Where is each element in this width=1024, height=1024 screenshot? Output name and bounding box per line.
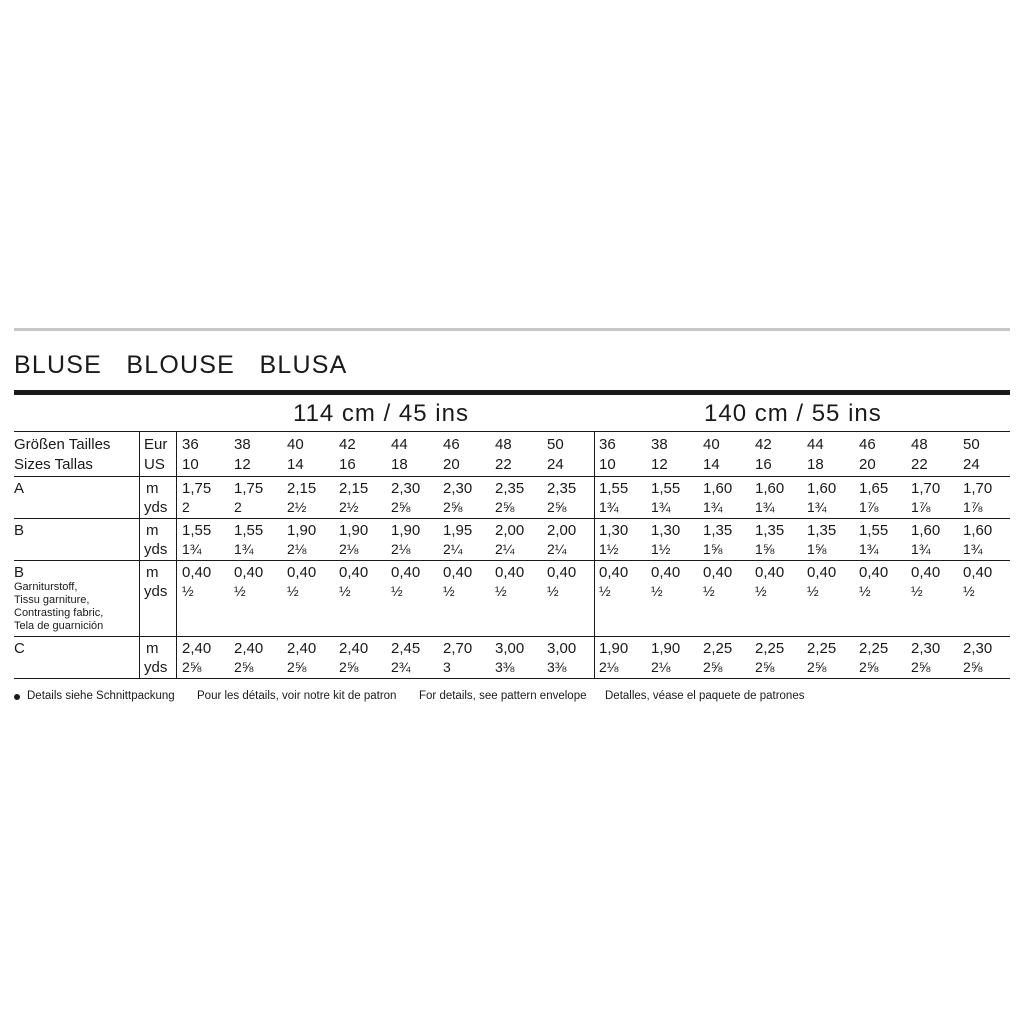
eur-size: 44 (391, 436, 408, 453)
meters-value: 0,40 (859, 564, 889, 581)
eur-size: 40 (703, 436, 720, 453)
view-label: A (14, 480, 25, 497)
meters-value: 1,90 (391, 522, 421, 539)
yards-value: 2⅝ (495, 499, 515, 515)
yards-value: 1¾ (234, 541, 254, 557)
yards-value: 2¼ (547, 541, 567, 557)
table-column-rule (139, 431, 140, 678)
yards-value: 2⅝ (547, 499, 567, 515)
meters-value: 1,75 (234, 480, 264, 497)
eur-size: 46 (443, 436, 460, 453)
page-title: BLUSE BLOUSE BLUSA (14, 351, 348, 379)
meters-value: 0,40 (911, 564, 941, 581)
meters-value: 1,75 (182, 480, 212, 497)
us-size: 22 (495, 456, 512, 473)
meters-value: 1,60 (755, 480, 785, 497)
yards-value: 2⅝ (443, 499, 463, 515)
meters-value: 1,60 (963, 522, 993, 539)
meters-value: 1,90 (651, 640, 681, 657)
yards-value: ½ (755, 583, 767, 599)
table-row-rule (14, 431, 1010, 432)
meters-value: 0,40 (807, 564, 837, 581)
meters-value: 2,25 (703, 640, 733, 657)
meters-value: 2,40 (234, 640, 264, 657)
yards-value: ½ (495, 583, 507, 599)
meters-value: 1,90 (599, 640, 629, 657)
unit-m: m (146, 640, 159, 657)
unit-m: m (146, 480, 159, 497)
meters-value: 1,55 (651, 480, 681, 497)
yards-value: ½ (859, 583, 871, 599)
us-size: 14 (287, 456, 304, 473)
yards-value: 2⅛ (391, 541, 411, 557)
us-size: 20 (859, 456, 876, 473)
unit-yds: yds (144, 499, 168, 516)
us-size: 10 (599, 456, 616, 473)
table-column-rule (594, 431, 595, 678)
eur-size: 42 (755, 436, 772, 453)
eur-size: 50 (547, 436, 564, 453)
us-size: 24 (547, 456, 564, 473)
yards-value: 2¼ (495, 541, 515, 557)
meters-value: 0,40 (963, 564, 993, 581)
meters-value: 1,60 (911, 522, 941, 539)
view-note: Garniturstoff, (14, 581, 78, 593)
meters-value: 2,25 (755, 640, 785, 657)
yards-value: 2⅝ (287, 659, 307, 675)
yards-value: ½ (443, 583, 455, 599)
yards-value: ½ (807, 583, 819, 599)
yards-value: 3⅜ (547, 659, 567, 675)
yards-value: ½ (234, 583, 246, 599)
us-size: 24 (963, 456, 980, 473)
meters-value: 0,40 (339, 564, 369, 581)
yards-value: 1½ (651, 541, 671, 557)
table-row-rule (14, 518, 1010, 519)
yards-value: ½ (287, 583, 299, 599)
view-label: C (14, 640, 25, 657)
yards-value: 2⅝ (234, 659, 254, 675)
yards-value: 2⅝ (703, 659, 723, 675)
yards-value: 3 (443, 659, 451, 675)
yards-value: 1½ (599, 541, 619, 557)
meters-value: 2,40 (182, 640, 212, 657)
yards-value: 1¾ (755, 499, 775, 515)
meters-value: 1,55 (859, 522, 889, 539)
yards-value: 2⅝ (911, 659, 931, 675)
yards-value: 2⅛ (599, 659, 619, 675)
us-size: 20 (443, 456, 460, 473)
us-size: 16 (755, 456, 772, 473)
meters-value: 2,70 (443, 640, 473, 657)
view-note: Tissu garniture, (14, 594, 90, 606)
meters-value: 1,30 (599, 522, 629, 539)
meters-value: 1,60 (807, 480, 837, 497)
unit-m: m (146, 564, 159, 581)
meters-value: 0,40 (234, 564, 264, 581)
meters-value: 0,40 (703, 564, 733, 581)
meters-value: 1,65 (859, 480, 889, 497)
meters-value: 0,40 (755, 564, 785, 581)
meters-value: 2,25 (859, 640, 889, 657)
view-note: Tela de guarnición (14, 620, 104, 632)
meters-value: 2,30 (911, 640, 941, 657)
meters-value: 1,55 (182, 522, 212, 539)
yards-value: 2⅛ (339, 541, 359, 557)
yards-value: 1¾ (651, 499, 671, 515)
view-label: B (14, 564, 25, 581)
eur-size: 48 (911, 436, 928, 453)
yards-value: ½ (391, 583, 403, 599)
eur-size: 38 (651, 436, 668, 453)
unit-yds: yds (144, 541, 168, 558)
eur-size: 48 (495, 436, 512, 453)
meters-value: 2,35 (495, 480, 525, 497)
unit-yds: yds (144, 659, 168, 676)
eur-size: 50 (963, 436, 980, 453)
us-size: 14 (703, 456, 720, 473)
us-size: 18 (807, 456, 824, 473)
view-note: Contrasting fabric, (14, 607, 104, 619)
meters-value: 1,70 (963, 480, 993, 497)
meters-value: 0,40 (287, 564, 317, 581)
table-row-rule (14, 560, 1010, 561)
meters-value: 0,40 (391, 564, 421, 581)
yards-value: 1⅞ (963, 499, 983, 515)
yards-value: 2 (234, 499, 242, 515)
meters-value: 2,30 (443, 480, 473, 497)
yards-value: 1⅞ (911, 499, 931, 515)
yards-value: 1⅝ (755, 541, 775, 557)
yards-value: 2⅛ (287, 541, 307, 557)
yards-value: 1⅞ (859, 499, 879, 515)
yards-value: 2¾ (391, 659, 411, 675)
yards-value: 2½ (287, 499, 307, 515)
bullet-icon (14, 694, 20, 700)
meters-value: 0,40 (651, 564, 681, 581)
yards-value: ½ (963, 583, 975, 599)
yards-value: 2 (182, 499, 190, 515)
yards-value: ½ (547, 583, 559, 599)
yards-value: 1¾ (911, 541, 931, 557)
yards-value: ½ (651, 583, 663, 599)
yards-value: 1¾ (859, 541, 879, 557)
meters-value: 0,40 (547, 564, 577, 581)
table-row-rule (14, 476, 1010, 477)
footer-note-de: Details siehe Schnittpackung (27, 690, 175, 702)
footer-note-fr: Pour les détails, voir notre kit de patron (197, 690, 397, 702)
table-column-rule (176, 431, 177, 678)
us-size: 12 (234, 456, 251, 473)
unit-m: m (146, 522, 159, 539)
yards-value: ½ (703, 583, 715, 599)
yards-value: 1¾ (807, 499, 827, 515)
title-rule (14, 390, 1010, 395)
fabric-width-140: 140 cm / 55 ins (704, 400, 882, 427)
eur-size: 44 (807, 436, 824, 453)
meters-value: 0,40 (182, 564, 212, 581)
meters-value: 0,40 (599, 564, 629, 581)
us-label: US (144, 456, 165, 473)
yards-value: 2⅝ (391, 499, 411, 515)
yards-value: 1¾ (599, 499, 619, 515)
yards-value: 1¾ (963, 541, 983, 557)
meters-value: 1,55 (599, 480, 629, 497)
meters-value: 0,40 (443, 564, 473, 581)
meters-value: 2,15 (339, 480, 369, 497)
us-size: 10 (182, 456, 199, 473)
footer-note-en: For details, see pattern envelope (419, 690, 587, 702)
us-size: 18 (391, 456, 408, 473)
eur-label: Eur (144, 436, 168, 453)
meters-value: 2,00 (495, 522, 525, 539)
yards-value: 2⅝ (859, 659, 879, 675)
unit-yds: yds (144, 583, 168, 600)
meters-value: 2,40 (339, 640, 369, 657)
size-label-line2: Sizes Tallas (14, 456, 93, 473)
meters-value: 3,00 (495, 640, 525, 657)
eur-size: 36 (182, 436, 199, 453)
meters-value: 2,35 (547, 480, 577, 497)
meters-value: 1,70 (911, 480, 941, 497)
yards-value: ½ (599, 583, 611, 599)
yards-value: 2¼ (443, 541, 463, 557)
meters-value: 2,30 (391, 480, 421, 497)
meters-value: 2,40 (287, 640, 317, 657)
top-divider (14, 328, 1010, 331)
us-size: 16 (339, 456, 356, 473)
meters-value: 3,00 (547, 640, 577, 657)
yards-value: 1⅝ (807, 541, 827, 557)
size-label-line1: Größen Tailles (14, 436, 111, 453)
meters-value: 1,30 (651, 522, 681, 539)
yards-value: 1¾ (182, 541, 202, 557)
yards-value: 1⅝ (703, 541, 723, 557)
meters-value: 1,90 (287, 522, 317, 539)
yards-value: 2⅝ (182, 659, 202, 675)
eur-size: 40 (287, 436, 304, 453)
view-label: B (14, 522, 25, 539)
yards-value: 2⅝ (339, 659, 359, 675)
meters-value: 2,00 (547, 522, 577, 539)
yards-value: ½ (339, 583, 351, 599)
meters-value: 1,35 (703, 522, 733, 539)
meters-value: 2,30 (963, 640, 993, 657)
fabric-width-114: 114 cm / 45 ins (293, 400, 469, 427)
yards-value: 3⅜ (495, 659, 515, 675)
meters-value: 1,95 (443, 522, 473, 539)
yards-value: 2⅛ (651, 659, 671, 675)
meters-value: 1,90 (339, 522, 369, 539)
yards-value: 2⅝ (807, 659, 827, 675)
yards-value: 2½ (339, 499, 359, 515)
us-size: 22 (911, 456, 928, 473)
yards-value: ½ (182, 583, 194, 599)
meters-value: 1,35 (807, 522, 837, 539)
meters-value: 2,45 (391, 640, 421, 657)
meters-value: 2,25 (807, 640, 837, 657)
meters-value: 1,55 (234, 522, 264, 539)
meters-value: 2,15 (287, 480, 317, 497)
eur-size: 38 (234, 436, 251, 453)
eur-size: 46 (859, 436, 876, 453)
yards-value: 2⅝ (963, 659, 983, 675)
table-row-rule (14, 636, 1010, 637)
meters-value: 1,35 (755, 522, 785, 539)
yards-value: ½ (911, 583, 923, 599)
yards-value: 1¾ (703, 499, 723, 515)
eur-size: 36 (599, 436, 616, 453)
meters-value: 1,60 (703, 480, 733, 497)
meters-value: 0,40 (495, 564, 525, 581)
eur-size: 42 (339, 436, 356, 453)
us-size: 12 (651, 456, 668, 473)
table-row-rule (14, 678, 1010, 679)
footer-note-es: Detalles, véase el paquete de patrones (605, 690, 805, 702)
yards-value: 2⅝ (755, 659, 775, 675)
